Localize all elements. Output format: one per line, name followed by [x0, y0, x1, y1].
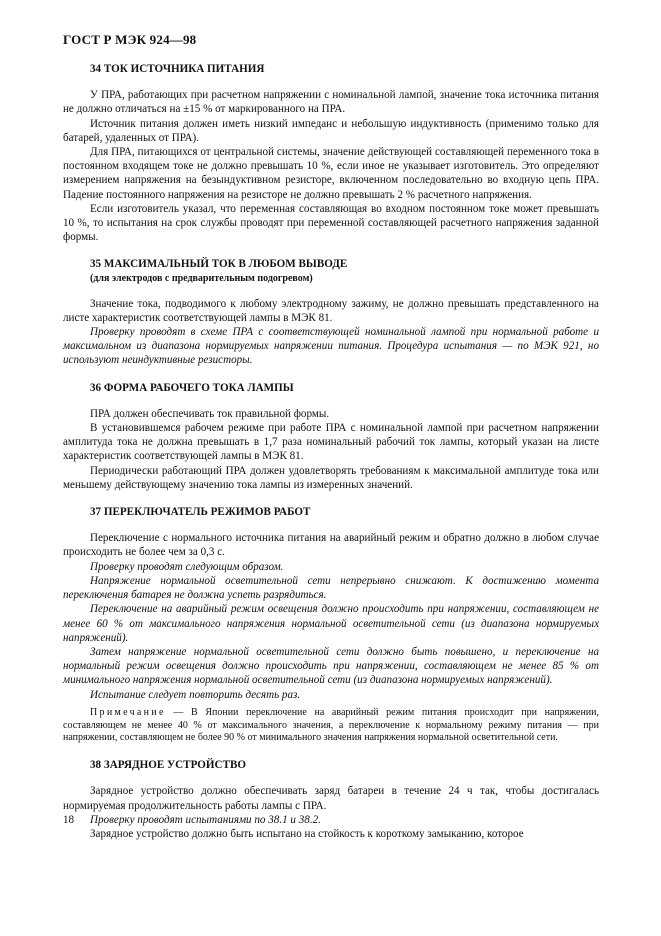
section-38-paragraph-continued: Зарядное устройство должно быть испытано на стойкость к короткому замыканию, которое [90, 827, 524, 840]
section-38-paragraph: Зарядное устройство должно обеспечивать заряд батареи в течение 24 ч так, чтобы достигалась нормируемая продолжительность работы лампы с ПРА. [63, 785, 599, 812]
note-text: — В Японии переключение на аварийный режим питания происходит при напряжении, составляющем не менее 40 % от максимального значения, а переключение к нормальному режиму питания — при напряжении, составляющем не более 90 % от минимального значения напряжения нормальной осветительной сети. [63, 706, 599, 744]
section-34-paragraph: Если изготовитель указал, что переменная составляющая во входном постоянном токе может превышать 10 %, то испытания на срок службы проводят при переменной составляющей расчетного напряжения заданной формы. [63, 202, 599, 244]
section-36-title: 36 ФОРМА РАБОЧЕГО ТОКА ЛАМПЫ [90, 381, 294, 394]
section-37-test-step: Переключение на аварийный режим освещения должно происходить при напряжении, составляющем не менее 60 % от максимального напряжения нормальной осветительной сети (из диапазона нормируемых напряжений). [63, 603, 599, 644]
section-35-title: 35 МАКСИМАЛЬНЫЙ ТОК В ЛЮБОМ ВЫВОДЕ [90, 258, 348, 271]
section-35-paragraph: Значение тока, подводимого к любому электродному зажиму, не должно превышать представленного на листе характеристик соответствующей лампы в МЭК 81. [63, 297, 599, 324]
section-34-title: 34 ТОК ИСТОЧНИКА ПИТАНИЯ [90, 63, 265, 75]
section-37-paragraph: Переключение с нормального источника питания на аварийный режим и обратно должно в любом случае происходить не более чем за 0,3 с. [63, 532, 599, 559]
note-label: Примечание [90, 706, 166, 718]
section-38-test-procedure: Проверку проводят испытаниями по 38.1 и 38.2. [90, 813, 321, 826]
section-35-subtitle: (для электродов с предварительным подогревом) [90, 272, 313, 284]
document-header: ГОСТ Р МЭК 924—98 [63, 32, 197, 47]
section-36-paragraph: ПРА должен обеспечивать ток правильной формы. [90, 407, 330, 420]
section-35-test-procedure: Проверку проводят в схеме ПРА с соответствующей номинальной лампой при нормальной работе и максимальном из диапазона нормируемых напряжении питания. Процедура испытания — по МЭК 921, но используют неиндуктивные резисторы. [63, 326, 599, 367]
section-38-title: 38 ЗАРЯДНОЕ УСТРОЙСТВО [90, 759, 246, 772]
section-37-test-step: Испытание следует повторить десять раз. [90, 688, 301, 701]
section-34-paragraph: У ПРА, работающих при расчетном напряжении с номинальной лампой, значение тока источника питания не должно отличаться на ±15 % от маркированного на ПРА. [63, 89, 599, 116]
section-37-note [63, 707, 599, 745]
section-37-test-step: Напряжение нормальной осветительной сети непрерывно снижают. К достижению момента переключения батарея не должна успеть разрядиться. [63, 574, 599, 602]
page-content [63, 62, 599, 841]
section-37-test-step: Проверку проводят следующим образом. [90, 560, 284, 573]
section-34-paragraph: Источник питания должен иметь низкий импеданс и небольшую индуктивность (применимо только для батарей, удаленных от ПРА). [63, 117, 599, 144]
section-37-title: 37 ПЕРЕКЛЮЧАТЕЛЬ РЕЖИМОВ РАБОТ [90, 506, 311, 519]
section-36-paragraph: Периодически работающий ПРА должен удовлетворять требованиям к максимальной амплитуде тока или меньшему действующему значению тока лампы из измеренных значений. [63, 464, 599, 491]
section-34-paragraph: Для ПРА, питающихся от центральной системы, значение действующей составляющей переменного тока в постоянном входящем токе не должно превышать 10 %, если иное не указывает изготовитель. Это определяют измерением напряжения на безындуктивном резисторе, включенном последовательно во входную цепь ПРА. Падение постоянного напряжения на резисторе не должно превышать 2 % расчетного напряжения. [63, 146, 599, 201]
section-37-test-step: Затем напряжение нормальной осветительной сети должно быть повышено, и переключение на нормальный режим освещения должно происходить при напряжении, составляющем не менее 85 % от минимального напряжения нормальной осветительной сети (из диапазона нормируемых напряжений). [63, 645, 599, 687]
section-36-paragraph: В установившемся рабочем режиме при работе ПРА с номинальной лампой при расчетном напряжении амплитуда тока не должна превышать в 1,7 раза номинальный рабочий ток лампы, который указан на листе характеристик соответствующей лампы в МЭК 81. [63, 422, 599, 463]
page-number: 18 [63, 814, 75, 826]
